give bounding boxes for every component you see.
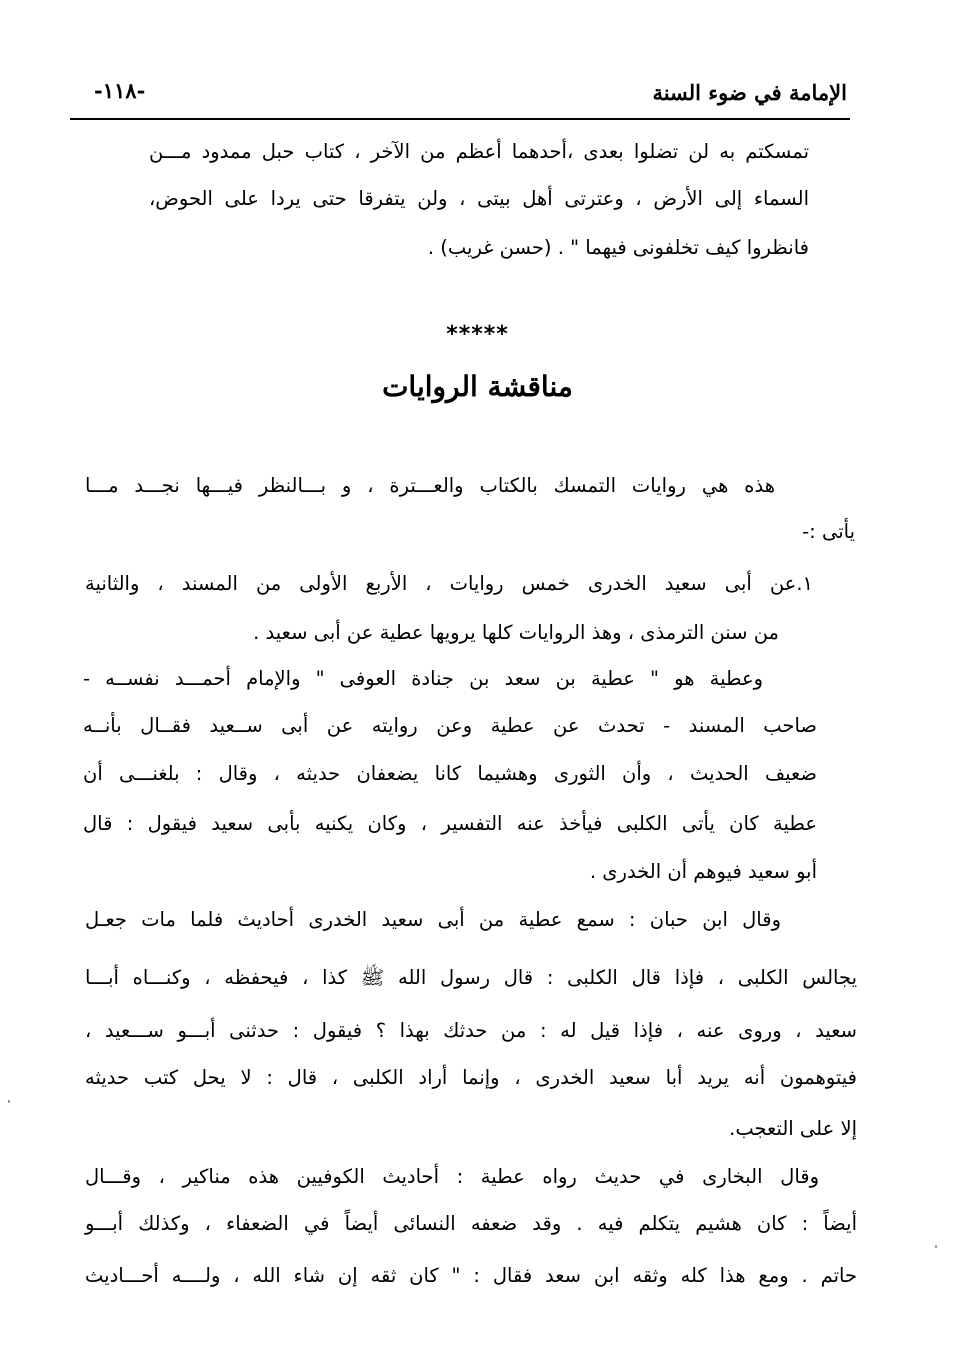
intro-line-1: هذه هي روايات التمسك بالكتاب والعـــترة ، و بـــالنظر فيـــها نجـــد مـــا: [85, 474, 775, 497]
ornament-stars: *****: [446, 322, 509, 347]
scan-mark: [8, 1100, 10, 1103]
para1-line-2: السماء إلى الأرض ، وعترتى أهل بيتى ، ولن يتفرقا حتى يردا على الحوض،: [149, 187, 809, 210]
bukhari-line-2: أيضاً : كان هشيم يتكلم فيه . وقد ضعفه النسائى أيضاً في الضعفاء ، وكذلك أبـــو: [85, 1212, 857, 1235]
atiyya-line-3: ضعيف الحديث ، وأن الثورى وهشيما كانا يضعفان حديثه ، وقال : بلغنـــى أن: [83, 762, 817, 785]
bukhari-line-3: حاتم . ومع هذا كله وثقه ابن سعد فقال : " كان ثقه إن شاء الله ، ولــــه أحـــاديث: [85, 1264, 857, 1287]
page-number: -١١٨-: [94, 78, 146, 103]
header-rule: [70, 118, 850, 120]
ibn-hibban-line-2: يجالس الكلبى ، فإذا قال الكلبى : قال رسول الله ﷺ كذا ، فيحفظه ، وكنـــاه أبـــا: [85, 966, 857, 989]
point1-line-1: ١.عن أبى سعيد الخدرى خمس روايات ، الأربع الأولى من المسند ، والثانية: [85, 572, 813, 595]
atiyya-line-1: وعطية هو " عطية بن سعد بن جنادة العوفى " والإمام أحمـــد نفســه -: [83, 667, 763, 690]
ibn-hibban-line-3: سعيد ، وروى عنه ، فإذا قيل له : من حدثك بهذا ؟ فيقول : حدثنى أبـــو ســـعيد ،: [85, 1019, 857, 1042]
running-title: الإمامة في ضوء السنة: [652, 80, 847, 105]
scan-mark: [935, 1245, 937, 1248]
atiyya-line-2: صاحب المسند - تحدث عن عطية وعن روايته عن أبى ســعيد فقــال بأنــه: [83, 714, 817, 737]
atiyya-line-4: عطية كان يأتى الكلبى فيأخذ عنه التفسير ، وكان يكنيه بأبى سعيد فيقول : قال: [83, 812, 817, 835]
point1-line-2: من سنن الترمذى ، وهذ الروايات كلها يرويها عطية عن أبى سعيد .: [253, 621, 779, 644]
ibn-hibban-line-1: وقال ابن حبان : سمع عطية من أبى سعيد الخدرى أحاديث فلما مات جعـل: [85, 908, 781, 931]
ibn-hibban-line-4: فيتوهمون أنه يريد أبا سعيد الخدرى ، وإنما أراد الكلبى ، قال : لا يحل كتب حديثه: [85, 1066, 857, 1089]
intro-line-2: يأتى :-: [802, 520, 855, 543]
section-heading: مناقشة الروايات: [382, 370, 573, 403]
ibn-hibban-line-5: إلا على التعجب.: [729, 1117, 857, 1140]
bukhari-line-1: وقال البخارى في حديث رواه عطية : أحاديث الكوفيين هذه مناكير ، وقـــال: [85, 1165, 819, 1188]
para1-line-1: تمسكتم به لن تضلوا بعدى ،أحدهما أعظم من الآخر ، كتاب حبل ممدود مـــن: [149, 140, 809, 163]
atiyya-line-5: أبو سعيد فيوهم أن الخدرى .: [589, 860, 817, 883]
para1-line-3: فانظروا كيف تخلفونى فيهما " . (حسن غريب) .: [427, 236, 809, 259]
